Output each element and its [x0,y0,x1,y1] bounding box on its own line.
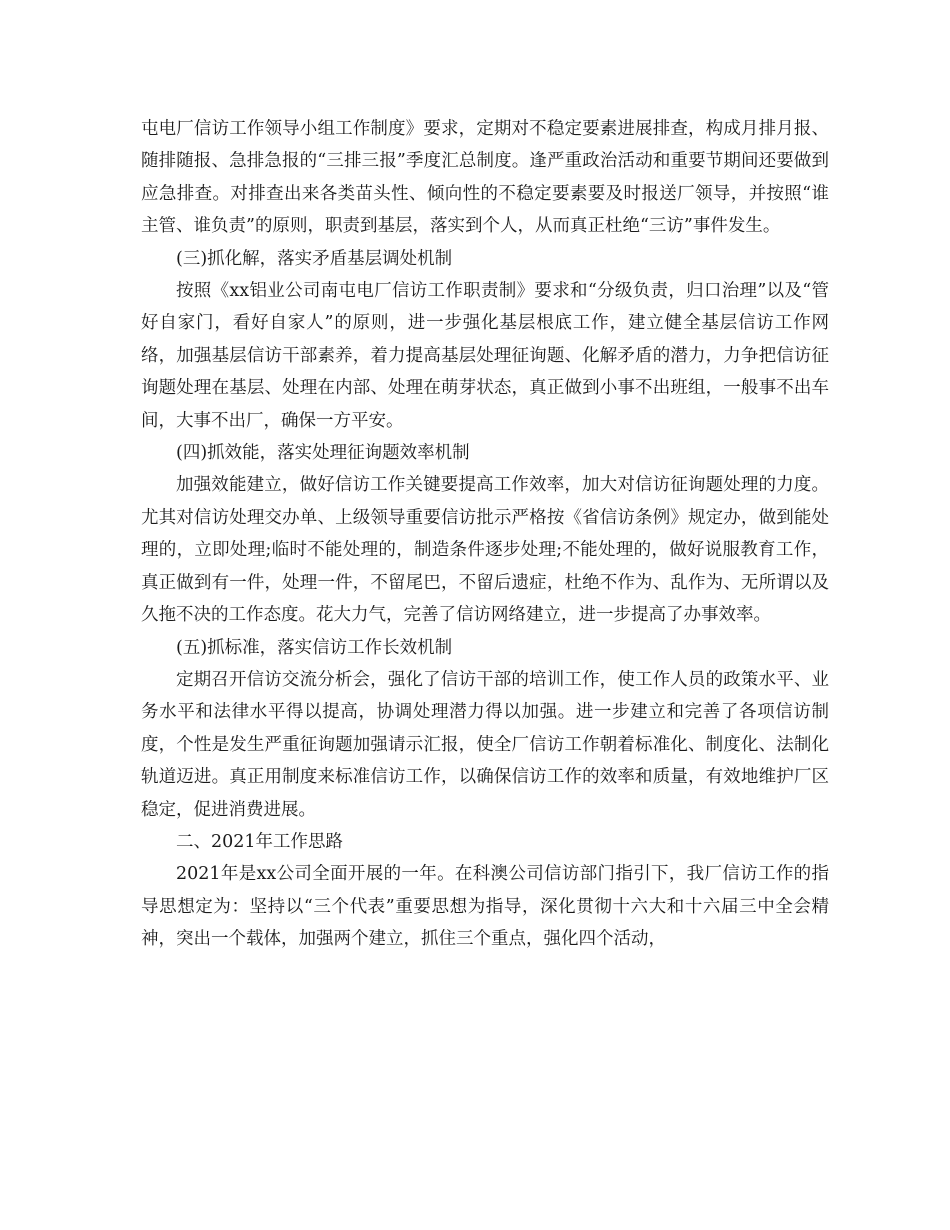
section-heading-3: (三)抓化解，落实矛盾基层调处机制 [176,248,453,269]
document-page [141,113,829,956]
section-heading-4: (四)抓效能，落实处理征询题效率机制 [176,443,470,464]
section-heading-5: (五)抓标准，落实信访工作长效机制 [176,637,453,658]
paragraph-2: 按照《xx铝业公司南屯电厂信访工作职责制》要求和“分级负责，归口治理”以及“管好自家门，看好自家人”的原则，进一步强化基层根底工作，建立健全基层信访工作网络，加强基层信访干部素养，着力提高基层处理征询题、化解矛盾的潜力，力争把信访征询题处理在基层、处理在内部、处理在萌芽状态，真正做到小事不出班组，一般事不出车间，大事不出厂，确保一方平安。 [141,281,829,431]
paragraph-1: 屯电厂信访工作领导小组工作制度》要求，定期对不稳定要素进展排查，构成月排月报、随排随报、急排急报的“三排三报”季度汇总制度。逢严重政治活动和重要节期间还要做到应急排查。对排查出来各类苗头性、倾向性的不稳定要素要及时报送厂领导，并按照“谁主管、谁负责”的原则，职责到基层，落实到个人，从而真正杜绝“三访”事件发生。 [141,119,829,237]
paragraph-4: 定期召开信访交流分析会，强化了信访干部的培训工作，使工作人员的政策水平、业务水平和法律水平得以提高，协调处理潜力得以加强。进一步建立和完善了各项信访制度，个性是发生严重征询题加强请示汇报，使全厂信访工作朝着标准化、制度化、法制化轨道迈进。真正用制度来标准信访工作，以确保信访工作的效率和质量，有效地维护厂区稳定，促进消费进展。 [141,669,829,820]
section-heading-2021: 二、2021年工作思路 [176,831,344,852]
paragraph-3: 加强效能建立，做好信访工作关键要提高工作效率，加大对信访征询题处理的力度。尤其对信访处理交办单、上级领导重要信访批示严格按《省信访条例》规定办，做到能处理的，立即处理;临时不能处理的，制造条件逐步处理;不能处理的，做好说服教育工作，真正做到有一件，处理一件，不留尾巴，不留后遗症，杜绝不作为、乱作为、无所谓以及久拖不决的工作态度。花大力气，完善了信访网络建立，进一步提高了办事效率。 [141,475,829,626]
paragraph-5: 2021年是xx公司全面开展的一年。在科澳公司信访部门指引下，我厂信访工作的指导思想定为：坚持以“三个代表”重要思想为指导，深化贯彻十六大和十六届三中全会精神，突出一个载体，加强两个建立，抓住三个重点，强化四个活动， [141,864,829,950]
